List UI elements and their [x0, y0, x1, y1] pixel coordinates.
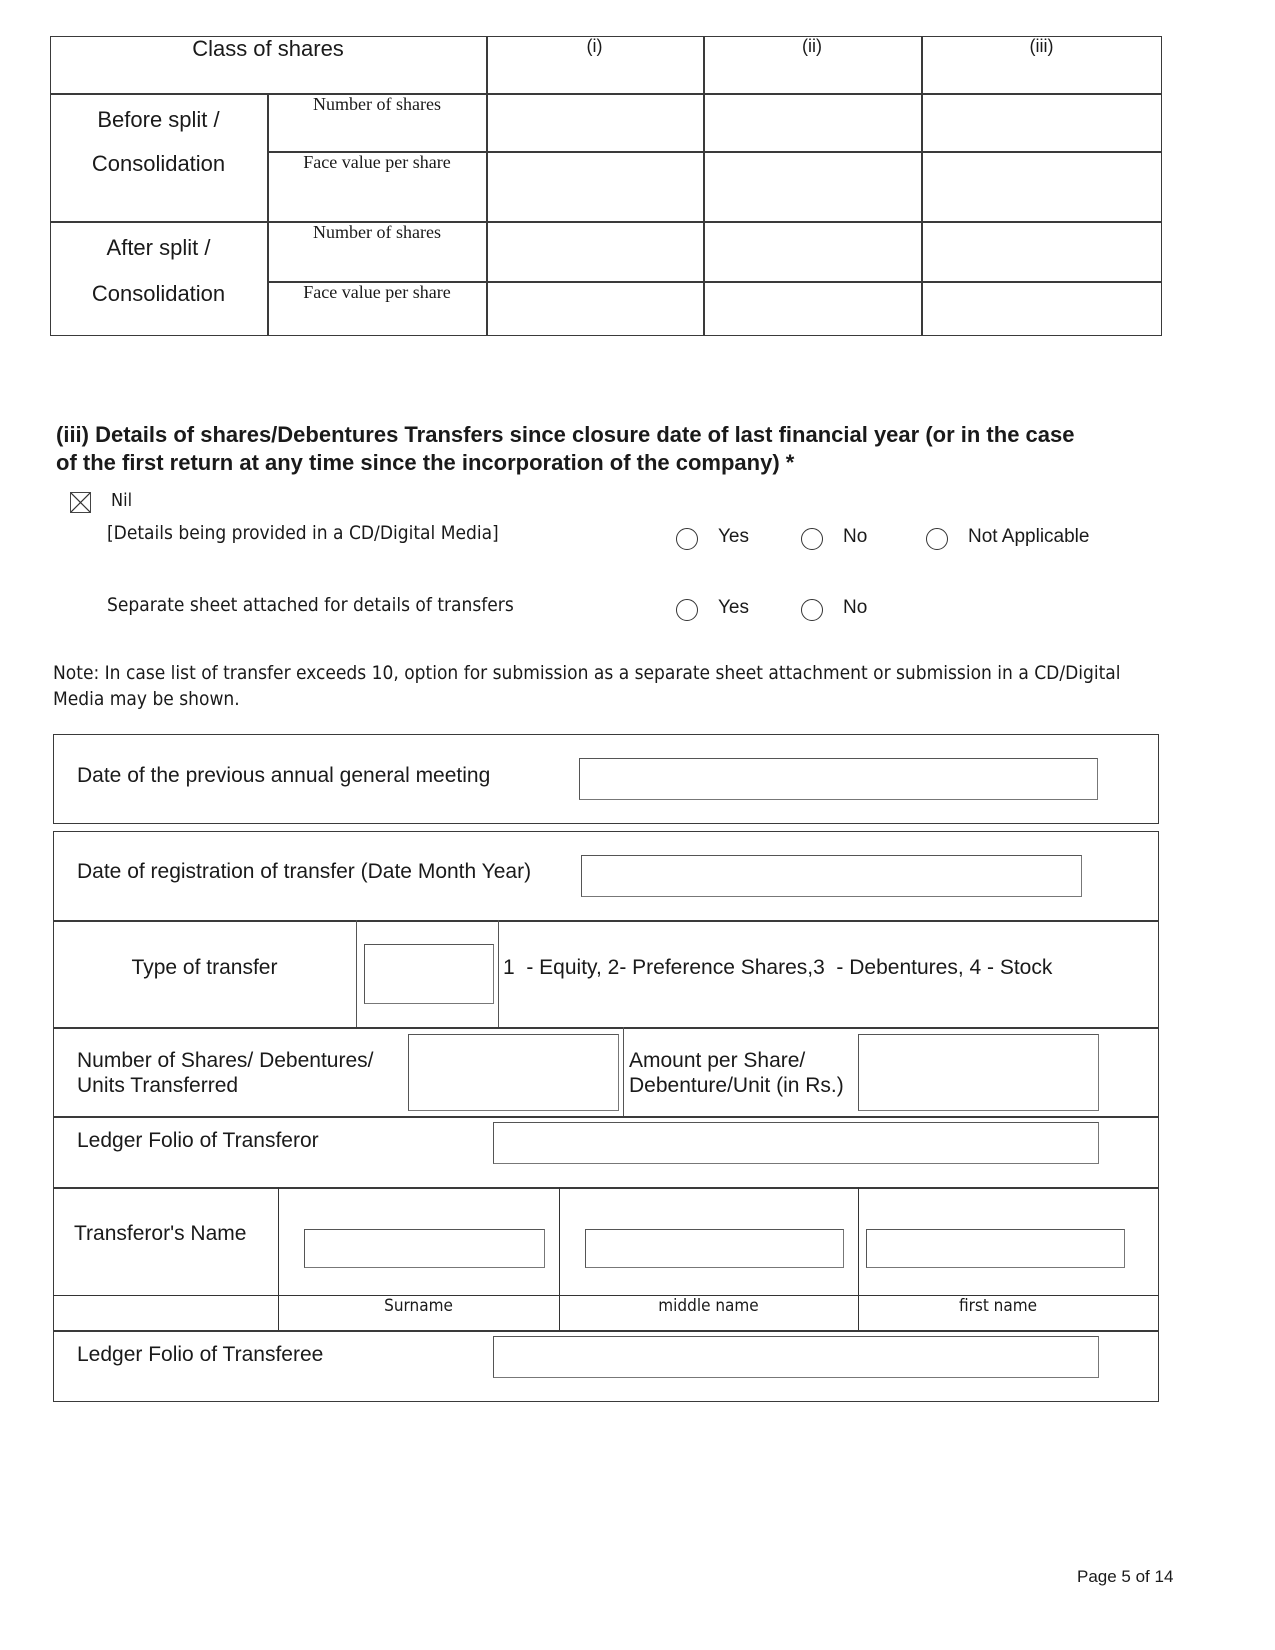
row-label: Face value per share — [303, 282, 451, 302]
divider — [53, 1116, 1159, 1118]
num-shares-input[interactable] — [408, 1034, 619, 1111]
before-split-label: Consolidation — [91, 151, 226, 176]
radio-label: Yes — [718, 526, 749, 547]
divider — [356, 920, 357, 1028]
radio-label: Yes — [718, 597, 749, 618]
transferor-first-name-input[interactable] — [866, 1229, 1125, 1268]
row-label: Number of shares — [313, 222, 441, 242]
divider — [53, 1330, 1159, 1332]
divider — [53, 1187, 1159, 1189]
amount-per-share-label — [629, 1048, 844, 1098]
section-heading-line: of the first return at any time since the incorporation of the company) * — [56, 450, 795, 475]
divider — [623, 1027, 624, 1117]
divider — [53, 920, 1159, 922]
note-line: Note: In case list of transfer exceeds 10, option for submission as a separate sheet attachment or submission in a CD/Digital — [53, 662, 1121, 684]
label-line: Debenture/Unit (in Rs.) — [629, 1074, 844, 1097]
type-of-transfer-legend: 1 - Equity, 2- Preference Shares,3 - Debentures, 4 - Stock — [503, 956, 1053, 979]
cd-yes-radio[interactable] — [676, 528, 698, 550]
prev-agm-label: Date of the previous annual general meeting — [77, 764, 491, 787]
cd-not-applicable-radio[interactable] — [926, 528, 948, 550]
radio-label: No — [843, 597, 868, 618]
transferor-surname-input[interactable] — [304, 1229, 545, 1268]
divider — [486, 36, 488, 336]
divider — [498, 920, 499, 1028]
num-shares-label — [77, 1048, 373, 1098]
before-split-label: Before split / — [97, 107, 220, 132]
type-of-transfer-label: Type of transfer — [131, 956, 278, 979]
ledger-transferee-input[interactable] — [493, 1336, 1099, 1378]
label-line: Number of Shares/ Debentures/ — [77, 1049, 374, 1072]
cd-media-question: [Details being provided in a CD/Digital Media] — [107, 522, 499, 544]
page-number: Page 5 of 14 — [1077, 1567, 1174, 1586]
column-header: (iii) — [1029, 36, 1054, 56]
class-of-shares-header: Class of shares — [192, 36, 344, 61]
ledger-transferor-label: Ledger Folio of Transferor — [77, 1129, 319, 1152]
column-header: (ii) — [802, 36, 822, 56]
divider — [703, 36, 705, 336]
note-text — [53, 660, 1121, 712]
ledger-transferor-input[interactable] — [493, 1122, 1099, 1164]
reg-date-input[interactable] — [581, 855, 1082, 897]
middle-name-caption: middle name — [658, 1296, 759, 1316]
divider — [921, 36, 923, 336]
label-line: Units Transferred — [77, 1074, 239, 1097]
sheet-no-radio[interactable] — [801, 599, 823, 621]
sheet-yes-radio[interactable] — [676, 599, 698, 621]
nil-checkbox[interactable] — [70, 492, 91, 513]
prev-agm-date-input[interactable] — [579, 758, 1098, 800]
after-split-label: Consolidation — [91, 281, 226, 306]
radio-label: Not Applicable — [968, 526, 1090, 547]
cd-no-radio[interactable] — [801, 528, 823, 550]
after-split-label: After split / — [106, 235, 211, 260]
divider — [50, 221, 1162, 223]
first-name-caption: first name — [958, 1296, 1038, 1316]
row-label: Face value per share — [303, 152, 451, 172]
row-label: Number of shares — [313, 94, 441, 114]
nil-label: Nil — [111, 490, 133, 511]
column-header: (i) — [586, 36, 603, 56]
reg-date-label: Date of registration of transfer (Date Month Year) — [77, 860, 532, 883]
ledger-transferee-label: Ledger Folio of Transferee — [77, 1343, 324, 1366]
label-line: Amount per Share/ — [629, 1049, 806, 1072]
divider — [53, 1027, 1159, 1029]
transferor-middle-name-input[interactable] — [585, 1229, 844, 1268]
note-line: Media may be shown. — [53, 688, 240, 710]
checked-x-icon — [71, 493, 90, 512]
divider — [50, 93, 1162, 95]
amount-per-share-input[interactable] — [858, 1034, 1099, 1111]
surname-caption: Surname — [384, 1296, 453, 1316]
radio-label: No — [843, 526, 868, 547]
type-of-transfer-input[interactable] — [364, 944, 494, 1004]
separate-sheet-question: Separate sheet attached for details of transfers — [107, 594, 514, 616]
section-heading — [56, 421, 1074, 477]
transferor-name-label: Transferor's Name — [74, 1222, 247, 1245]
section-heading-line: (iii) Details of shares/Debentures Transfers since closure date of last financial year (or in the case — [56, 422, 1075, 447]
